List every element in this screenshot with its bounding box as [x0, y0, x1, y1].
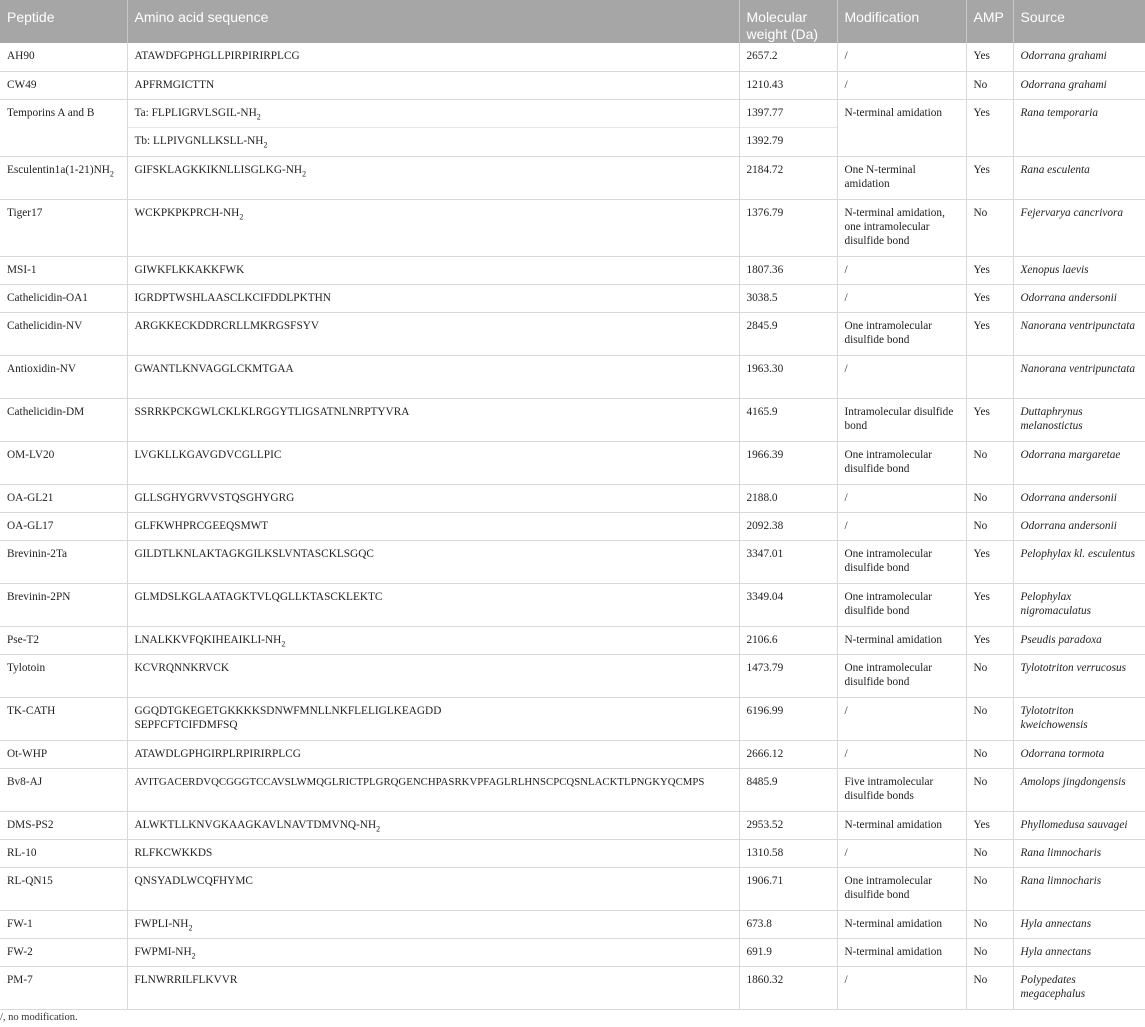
cell-amp: No — [966, 512, 1013, 540]
table-row — [0, 583, 1145, 626]
table-row — [0, 43, 1145, 71]
cell-peptide: Cathelicidin-OA1 — [0, 284, 127, 312]
cell-peptide: Pse-T2 — [0, 626, 127, 654]
table-row — [0, 768, 1145, 811]
cell-modification: / — [837, 839, 966, 867]
header-sequence: Amino acid sequence — [127, 0, 739, 43]
cell-modification: One intramolecular disulfide bond — [837, 312, 966, 355]
cell-source: Odorrana andersonii — [1013, 512, 1145, 540]
cell-mw: 6196.99 — [739, 697, 837, 740]
header-source: Source — [1013, 0, 1145, 43]
cell-mw: 1473.79 — [739, 654, 837, 697]
cell-mw: 2092.38 — [739, 512, 837, 540]
cell-amp: No — [966, 938, 1013, 966]
cell-source: Rana esculenta — [1013, 156, 1145, 199]
cell-peptide: AH90 — [0, 43, 127, 71]
cell-sequence: ATAWDFGPHGLLPIRPIRIRPLCG — [127, 43, 739, 71]
cell-amp: Yes — [966, 99, 1013, 156]
table-row — [0, 199, 1145, 256]
cell-mw: 1210.43 — [739, 71, 837, 99]
cell-peptide: Cathelicidin-NV — [0, 312, 127, 355]
cell-mw: 8485.9 — [739, 768, 837, 811]
cell-modification: N-terminal amidation — [837, 811, 966, 839]
table-row — [0, 484, 1145, 512]
cell-source: Nanorana ventripunctata — [1013, 355, 1145, 398]
cell-modification: / — [837, 697, 966, 740]
sequence-tb: Tb: LLPIVGNLLKSLL-NH — [134, 134, 264, 147]
cell-peptide: $Esculentin1a(1-21)NH_2$ — [0, 156, 127, 199]
cell-mw: 3347.01 — [739, 540, 837, 583]
header-molecular-weight: Molecular weight (Da) — [739, 0, 837, 43]
cell-peptide: Antioxidin-NV — [0, 355, 127, 398]
table-row — [0, 441, 1145, 484]
cell-amp: No — [966, 966, 1013, 1009]
cell-source: Pseudis paradoxa — [1013, 626, 1145, 654]
table-row — [0, 355, 1145, 398]
cell-peptide: Brevinin-2PN — [0, 583, 127, 626]
cell-peptide: OM-LV20 — [0, 441, 127, 484]
table-row — [0, 626, 1145, 654]
cell-source: Rana limnocharis — [1013, 839, 1145, 867]
cell-peptide: Cathelicidin-DM — [0, 398, 127, 441]
cell-amp: No — [966, 654, 1013, 697]
table-row — [0, 256, 1145, 284]
cell-sequence: AVITGACERDVQCGGGTCCAVSLWMQGLRICTPLGRQGENCHPASRKVPFAGLRLHNSCPCQSNLACKTLPNGKYQCMPS — [127, 768, 739, 811]
cell-mw: 1906.71 — [739, 867, 837, 910]
cell-sequence: GWANTLKNVAGGLCKMTGAA — [127, 355, 739, 398]
cell-amp: No — [966, 839, 1013, 867]
cell-peptide: Temporins A and B — [0, 99, 127, 156]
cell-modification: One intramolecular disulfide bond — [837, 540, 966, 583]
table-row — [0, 910, 1145, 938]
cell-peptide: Ot-WHP — [0, 740, 127, 768]
cell-mw: 2845.9 — [739, 312, 837, 355]
cell-mw: 1310.58 — [739, 839, 837, 867]
cell-source: Nanorana ventripunctata — [1013, 312, 1145, 355]
mw-tb: 1392.79 — [746, 134, 784, 147]
cell-source: Hyla annectans — [1013, 938, 1145, 966]
cell-mw: 2657.2 — [739, 43, 837, 71]
table-row — [0, 867, 1145, 910]
table-row — [0, 740, 1145, 768]
cell-amp: Yes — [966, 540, 1013, 583]
cell-sequence: ALWKTLLKNVGKAAGKAVLNAVTDMVNQ-$NH_2$ — [127, 811, 739, 839]
cell-mw: 691.9 — [739, 938, 837, 966]
cell-sequence: IGRDPTWSHLAASCLKCIFDDLPKTHN — [127, 284, 739, 312]
cell-modification: N-terminal amidation, one intramolecular disulfide bond — [837, 199, 966, 256]
cell-amp: Yes — [966, 156, 1013, 199]
table-row — [0, 71, 1145, 99]
table-row — [0, 697, 1145, 740]
cell-source: Odorrana grahami — [1013, 71, 1145, 99]
cell-modification: / — [837, 284, 966, 312]
cell-amp: No — [966, 910, 1013, 938]
cell-sequence: LNALKKVFQKIHEAIKLI-$NH_2$ — [127, 626, 739, 654]
cell-source: Odorrana tormota — [1013, 740, 1145, 768]
cell-amp: Yes — [966, 256, 1013, 284]
cell-amp: Yes — [966, 312, 1013, 355]
cell-amp: Yes — [966, 284, 1013, 312]
cell-peptide: RL-10 — [0, 839, 127, 867]
cell-sequence: APFRMGICTTN — [127, 71, 739, 99]
cell-modification: / — [837, 43, 966, 71]
cell-peptide: FW-1 — [0, 910, 127, 938]
cell-amp — [966, 355, 1013, 398]
cell-source: Tylototriton verrucosus — [1013, 654, 1145, 697]
table-row — [0, 654, 1145, 697]
cell-sequence: QNSYADLWCQFHYMC — [127, 867, 739, 910]
cell-source: Odorrana andersonii — [1013, 484, 1145, 512]
cell-peptide: TK-CATH — [0, 697, 127, 740]
cell-modification: / — [837, 256, 966, 284]
cell-modification: / — [837, 355, 966, 398]
cell-source: Duttaphrynus melanostictus — [1013, 398, 1145, 441]
cell-sequence: SSRRKPCKGWLCKLKLRGGYTLIGSATNLNRPTYVRA — [127, 398, 739, 441]
table-row — [0, 312, 1145, 355]
mw-ta: 1397.77 — [740, 100, 837, 128]
table-row — [0, 512, 1145, 540]
cell-mw: 2106.6 — [739, 626, 837, 654]
cell-modification: / — [837, 966, 966, 1009]
table-footnote: /, no modification. — [0, 1012, 78, 1023]
header-peptide: Peptide — [0, 0, 127, 43]
cell-peptide: Bv8-AJ — [0, 768, 127, 811]
cell-mw: 3349.04 — [739, 583, 837, 626]
cell-modification: One N-terminal amidation — [837, 156, 966, 199]
cell-mw: 3038.5 — [739, 284, 837, 312]
cell-mw: 2953.52 — [739, 811, 837, 839]
table-row — [0, 156, 1145, 199]
cell-amp: No — [966, 441, 1013, 484]
cell-mw: 4165.9 — [739, 398, 837, 441]
cell-peptide: DMS-PS2 — [0, 811, 127, 839]
cell-sequence: GLFKWHPRCGEEQSMWT — [127, 512, 739, 540]
cell-amp: No — [966, 740, 1013, 768]
cell-amp: No — [966, 697, 1013, 740]
cell-amp: Yes — [966, 583, 1013, 626]
cell-source: Rana limnocharis — [1013, 867, 1145, 910]
header-modification: Modification — [837, 0, 966, 43]
cell-mw: 1963.30 — [739, 355, 837, 398]
cell-sequence: FWPLI-$NH_2$ — [127, 910, 739, 938]
cell-source: Fejervarya cancrivora — [1013, 199, 1145, 256]
cell-modification: / — [837, 71, 966, 99]
cell-modification: / — [837, 512, 966, 540]
cell-mw: 2666.12 — [739, 740, 837, 768]
cell-peptide: RL-QN15 — [0, 867, 127, 910]
table-row — [0, 99, 1145, 156]
cell-source: Odorrana margaretae — [1013, 441, 1145, 484]
cell-mw: 2184.72 — [739, 156, 837, 199]
cell-modification: N-terminal amidation — [837, 99, 966, 156]
cell-source: Rana temporaria — [1013, 99, 1145, 156]
cell-sequence: FLNWRRILFLKVVR — [127, 966, 739, 1009]
cell-source: Tylototriton kweichowensis — [1013, 697, 1145, 740]
header-amp: AMP — [966, 0, 1013, 43]
cell-peptide: Brevinin-2Ta — [0, 540, 127, 583]
cell-modification: One intramolecular disulfide bond — [837, 441, 966, 484]
cell-mw: 1807.36 — [739, 256, 837, 284]
cell-modification: / — [837, 740, 966, 768]
cell-modification: One intramolecular disulfide bond — [837, 867, 966, 910]
cell-peptide: PM-7 — [0, 966, 127, 1009]
cell-source: Polypedates megacephalus — [1013, 966, 1145, 1009]
cell-source: Xenopus laevis — [1013, 256, 1145, 284]
table-row — [0, 398, 1145, 441]
table-row — [0, 540, 1145, 583]
cell-modification: N-terminal amidation — [837, 626, 966, 654]
cell-sequence: GLMDSLKGLAATAGKTVLQGLLKTASCKLEKTC — [127, 583, 739, 626]
cell-amp: Yes — [966, 626, 1013, 654]
cell-sequence: ATAWDLGPHGIRPLRPIRIRPLCG — [127, 740, 739, 768]
cell-peptide: MSI-1 — [0, 256, 127, 284]
cell-modification: / — [837, 484, 966, 512]
cell-source: Pelophylax nigromaculatus — [1013, 583, 1145, 626]
cell-amp: Yes — [966, 398, 1013, 441]
cell-sequence: LVGKLLKGAVGDVCGLLPIC — [127, 441, 739, 484]
cell-sequence: Ta: FLPLIGRVLSGIL-$NH_2$ Tb: LLPIVGNLLKSLL-$NH_2$ — [127, 99, 739, 156]
cell-amp: No — [966, 867, 1013, 910]
cell-source: Phyllomedusa sauvagei — [1013, 811, 1145, 839]
cell-source: Amolops jingdongensis — [1013, 768, 1145, 811]
cell-peptide: FW-2 — [0, 938, 127, 966]
table-row — [0, 839, 1145, 867]
cell-mw: 1860.32 — [739, 966, 837, 1009]
table-row — [0, 284, 1145, 312]
cell-peptide: Tiger17 — [0, 199, 127, 256]
cell-source: Odorrana andersonii — [1013, 284, 1145, 312]
cell-amp: No — [966, 484, 1013, 512]
cell-mw — [739, 99, 837, 156]
sequence-ta: Ta: FLPLIGRVLSGIL-NH — [134, 106, 257, 119]
cell-mw: 673.8 — [739, 910, 837, 938]
cell-peptide: OA-GL21 — [0, 484, 127, 512]
cell-source: Pelophylax kl. esculentus — [1013, 540, 1145, 583]
cell-modification: Intramolecular disulfide bond — [837, 398, 966, 441]
cell-amp: No — [966, 199, 1013, 256]
cell-modification: N-terminal amidation — [837, 910, 966, 938]
cell-mw: 1376.79 — [739, 199, 837, 256]
cell-amp: Yes — [966, 811, 1013, 839]
cell-mw: 1966.39 — [739, 441, 837, 484]
cell-source: Hyla annectans — [1013, 910, 1145, 938]
cell-modification: Five intramolecular disulfide bonds — [837, 768, 966, 811]
cell-sequence: GIWKFLKKAKKFWK — [127, 256, 739, 284]
cell-sequence: ARGKKECKDDRCRLLMKRGSFSYV — [127, 312, 739, 355]
table-row — [0, 966, 1145, 1009]
cell-amp: No — [966, 71, 1013, 99]
cell-mw: 2188.0 — [739, 484, 837, 512]
header-row — [0, 0, 1145, 43]
cell-amp: Yes — [966, 43, 1013, 71]
cell-modification: N-terminal amidation — [837, 938, 966, 966]
cell-peptide: Tylotoin — [0, 654, 127, 697]
cell-source: Odorrana grahami — [1013, 43, 1145, 71]
cell-peptide: CW49 — [0, 71, 127, 99]
table-row — [0, 811, 1145, 839]
cell-sequence: GILDTLKNLAKTAGKGILKSLVNTASCKLSGQC — [127, 540, 739, 583]
cell-sequence: GGQDTGKEGETGKKKKSDNWFMNLLNKFLELIGLKEAGDD SEPFCFTCIFDMFSQ — [127, 697, 739, 740]
cell-sequence: KCVRQNNKRVCK — [127, 654, 739, 697]
cell-sequence: GLLSGHYGRVVSTQSGHYGRG — [127, 484, 739, 512]
cell-sequence: RLFKCWKKDS — [127, 839, 739, 867]
cell-modification: One intramolecular disulfide bond — [837, 583, 966, 626]
table-row — [0, 938, 1145, 966]
cell-sequence: GIFSKLAGKKIKNLLISGLKG-$NH_2$ — [127, 156, 739, 199]
cell-sequence: FWPMI-$NH_2$ — [127, 938, 739, 966]
cell-amp: No — [966, 768, 1013, 811]
cell-modification: One intramolecular disulfide bond — [837, 654, 966, 697]
cell-sequence: WCKPKPKPRCH-$NH_2$ — [127, 199, 739, 256]
cell-peptide: OA-GL17 — [0, 512, 127, 540]
